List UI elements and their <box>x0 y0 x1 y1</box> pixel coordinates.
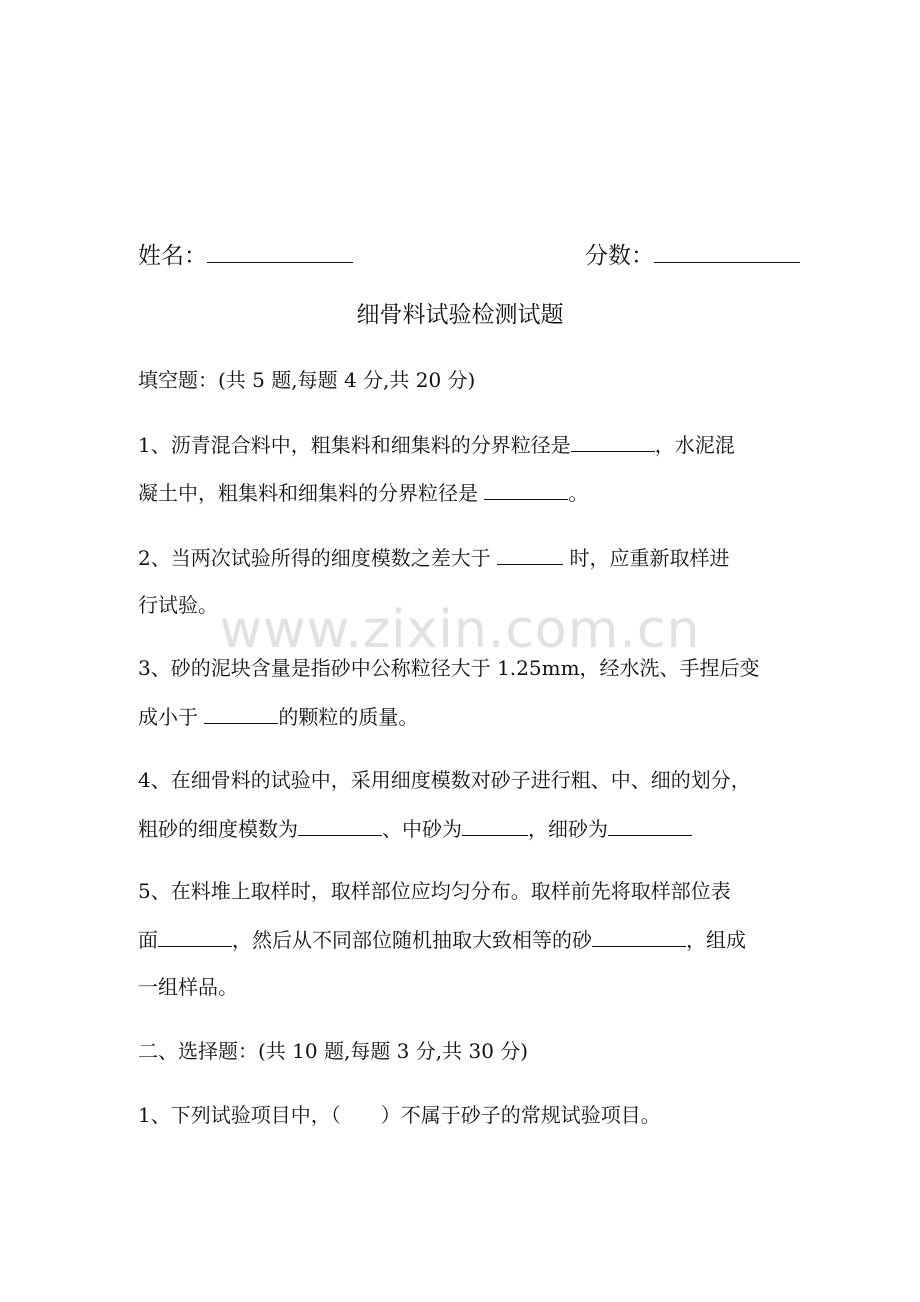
q4-blank-coarse[interactable] <box>298 815 382 836</box>
score-blank[interactable] <box>654 238 800 263</box>
q3-blank[interactable] <box>204 703 278 724</box>
score-field <box>585 238 800 271</box>
mc-q1: 1、下列试验项目中，（ ）不属于砂子的常规试验项目。 <box>138 1103 661 1127</box>
name-field <box>138 238 353 271</box>
q5-line1: 5、在料堆上取样时，取样部位应均匀分布。取样前先将取样部位表 <box>138 879 731 903</box>
q5-blank1[interactable] <box>158 926 232 947</box>
q2-line1: 2、当两次试验所得的细度模数之差大于 时，应重新取样进 <box>138 546 730 570</box>
q1-line1: 1、沥青混合料中，粗集料和细集料的分界粒径是 ，水泥混 <box>138 433 735 457</box>
page-title: 细骨料试验检测试题 <box>356 302 564 328</box>
q2-line2: 行试验。 <box>138 593 218 617</box>
q5-blank2[interactable] <box>592 926 686 947</box>
q5-line3: 一组样品。 <box>138 975 238 999</box>
q5-line2: 面 ，然后从不同部位随机抽取大致相等的砂 ，组成 <box>138 928 746 952</box>
q3-line1: 3、砂的泥块含量是指砂中公称粒径大于 1.25mm，经水洗、手捏后变 <box>138 656 760 680</box>
watermark-text: www.zixin.com.cn <box>219 600 701 660</box>
q4-blank-medium[interactable] <box>462 815 528 836</box>
q1-blank2[interactable] <box>484 479 568 500</box>
name-blank[interactable] <box>207 238 353 263</box>
q2-blank[interactable] <box>497 544 563 565</box>
section1-heading: 填空题：(共 5 题,每题 4 分,共 20 分) <box>138 368 476 392</box>
q1-line2: 凝土中，粗集料和细集料的分界粒径是 。 <box>138 481 589 505</box>
q4-line2: 粗砂的细度模数为 、中砂为 ，细砂为 <box>138 815 692 842</box>
q4-line1: 4、在细骨料的试验中，采用细度模数对砂子进行粗、中、细的划分， <box>138 768 751 792</box>
name-label: 姓名： <box>138 243 207 269</box>
q3-line2: 成小于 的颗粒的质量。 <box>138 705 419 729</box>
score-label: 分数： <box>585 243 654 269</box>
q1-blank1[interactable] <box>571 431 655 452</box>
q4-blank-fine[interactable] <box>608 815 692 836</box>
section2-heading: 二、选择题：(共 10 题,每题 3 分,共 30 分) <box>138 1039 529 1063</box>
